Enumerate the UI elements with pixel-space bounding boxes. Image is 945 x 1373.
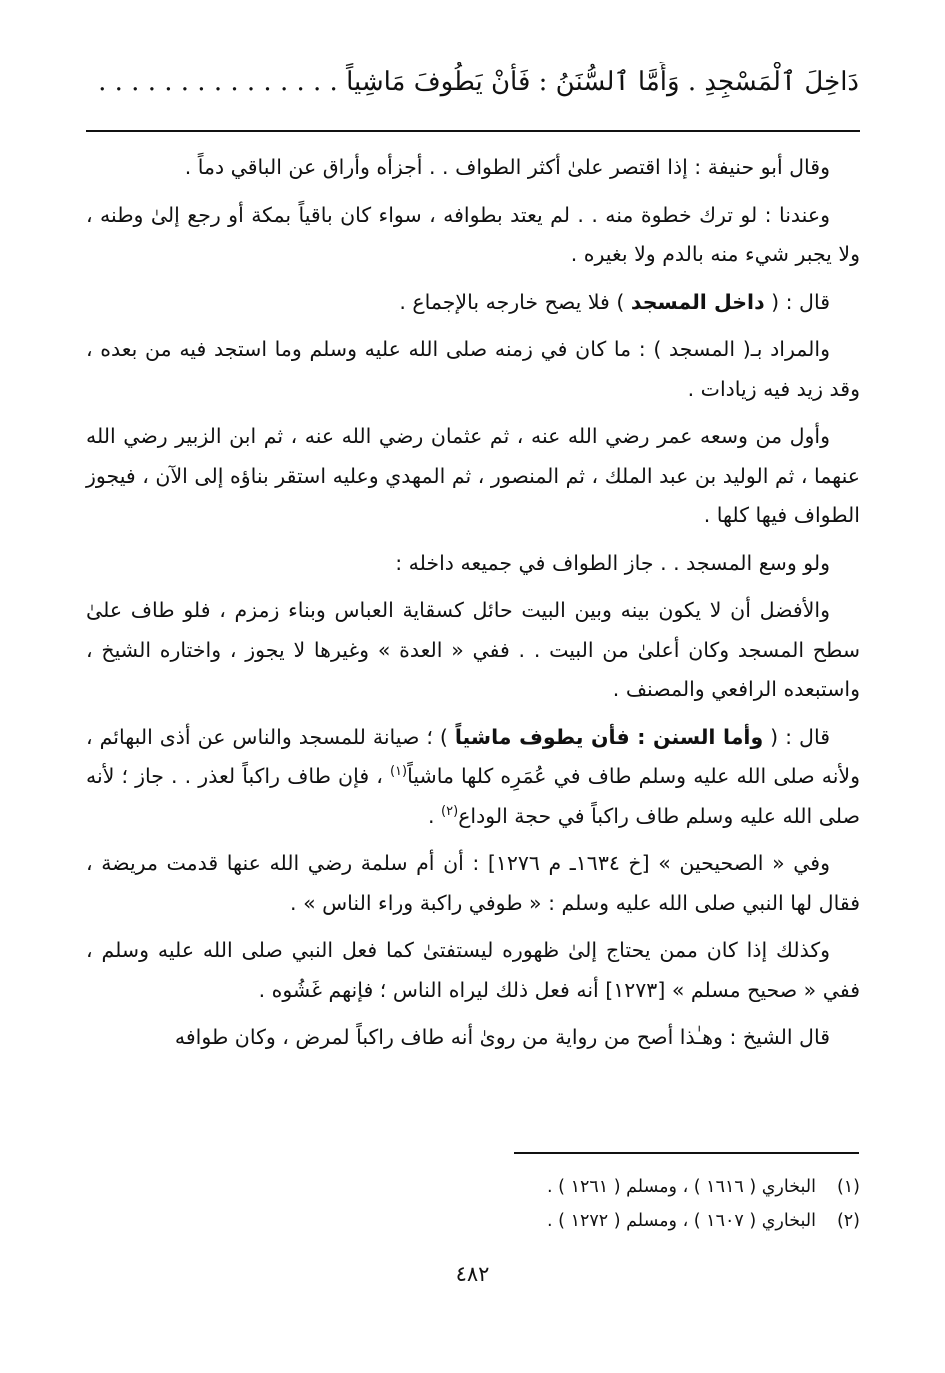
main-text	[86, 148, 860, 1066]
paragraph: قال : ( داخل المسجد ) فلا يصح خارجه بالإجماع .	[399, 289, 830, 314]
footnote-ref[interactable]: (١)	[389, 764, 408, 780]
paragraph: وكذلك إذا كان ممن يحتاج إلىٰ ظهوره ليستفتىٰ كما فعل النبي صلى الله عليه وسلم ، ففي « صحيح مسلم » [١٢٧٣] أنه فعل ذلك ليراه الناس ؛ فإنهم غَشُوه .	[86, 938, 860, 1002]
footnote-text: البخاري ( ١٦١٦ ) ، ومسلم ( ١٢٦١ ) .	[547, 1177, 816, 1197]
page-number: ٤٨٢	[455, 1262, 490, 1286]
paragraph: ولو وسع المسجد . . جاز الطواف في جميعه داخله :	[395, 550, 830, 575]
paragraph: والمراد بـ( المسجد ) : ما كان في زمنه صلى الله عليه وسلم وما استجد فيه من بعده ، وقد زيد فيه زيادات .	[86, 337, 860, 401]
paragraph: والأفضل أن لا يكون بينه وبين البيت حائل كسقاية العباس وبناء زمزم ، فلو طاف علىٰ سطح المسجد وكان أعلىٰ من البيت . . ففي « العدة » وغيرها لا يجوز ، واختاره الشيخ ، واستبعده الرافعي والمصنف .	[86, 598, 860, 701]
paragraph: وقال أبو حنيفة : إذا اقتصر علىٰ أكثر الطواف . . أجزأه وأراق عن الباقي دماً .	[184, 155, 830, 179]
paragraph: قال الشيخ : وهـٰذا أصح من رواية من روىٰ أنه طاف راكباً لمرض ، وكان طوافه	[174, 1025, 830, 1049]
quoted-matn: داخل المسجد	[630, 289, 765, 314]
footnote	[86, 1170, 860, 1204]
footnote	[86, 1204, 860, 1238]
paragraph: قال : ( وأما السنن : فأن يطوف ماشياً ) ؛ صيانة للمسجد والناس عن أذى البهائم ، ولأنه صلى الله عليه وسلم طاف في عُمَرِه كلها ماشياً$^{(١)}$ ، فإن طاف راكباً لعذر . . جاز ؛ لأنه صلى الله عليه وسلم طاف راكباً في حجة الوداع$^{(٢)}$ .	[86, 724, 860, 828]
footnote-number: (١)	[836, 1177, 860, 1197]
paragraph: وعندنا : لو ترك خطوة منه . . لم يعتد بطوافه ، سواء كان باقياً بمكة أو رجع إلىٰ وطنه ، ولا يجبر شيء منه بالدم ولا بغيره .	[86, 202, 860, 266]
paragraph: وفي « الصحيحين » [خ ١٦٣٤ـ م ١٢٧٦] : أن أم سلمة رضي الله عنها قدمت مريضة ، فقال لها النبي صلى الله عليه وسلم : « طوفي راكبة وراء الناس » .	[86, 851, 860, 915]
footnote-ref[interactable]: (٢)	[441, 803, 459, 819]
footnotes	[86, 1170, 860, 1238]
footnote-text: البخاري ( ١٦٠٧ ) ، ومسلم ( ١٢٧٢ ) .	[547, 1211, 816, 1231]
footnote-number: (٢)	[836, 1211, 860, 1231]
quoted-matn: وأما السنن : فأن يطوف ماشياً	[454, 724, 764, 749]
running-head: دَاخِلَ ٱلْمَسْجِدِ . وَأَمَّا ٱلسُّنَنُ : فَأَنْ يَطُوفَ مَاشِياً . . . . . . . . . . . . . . .	[98, 67, 859, 97]
paragraph: وأول من وسعه عمر رضي الله عنه ، ثم عثمان رضي الله عنه ، ثم ابن الزبير رضي الله عنهما ، ثم الوليد بن عبد الملك ، ثم المنصور ، ثم المهدي وعليه استقر بناؤه إلى الآن ، فيجوز الطواف فيها كلها .	[86, 424, 860, 527]
header-rule	[86, 130, 860, 132]
footnote-rule	[514, 1152, 859, 1154]
